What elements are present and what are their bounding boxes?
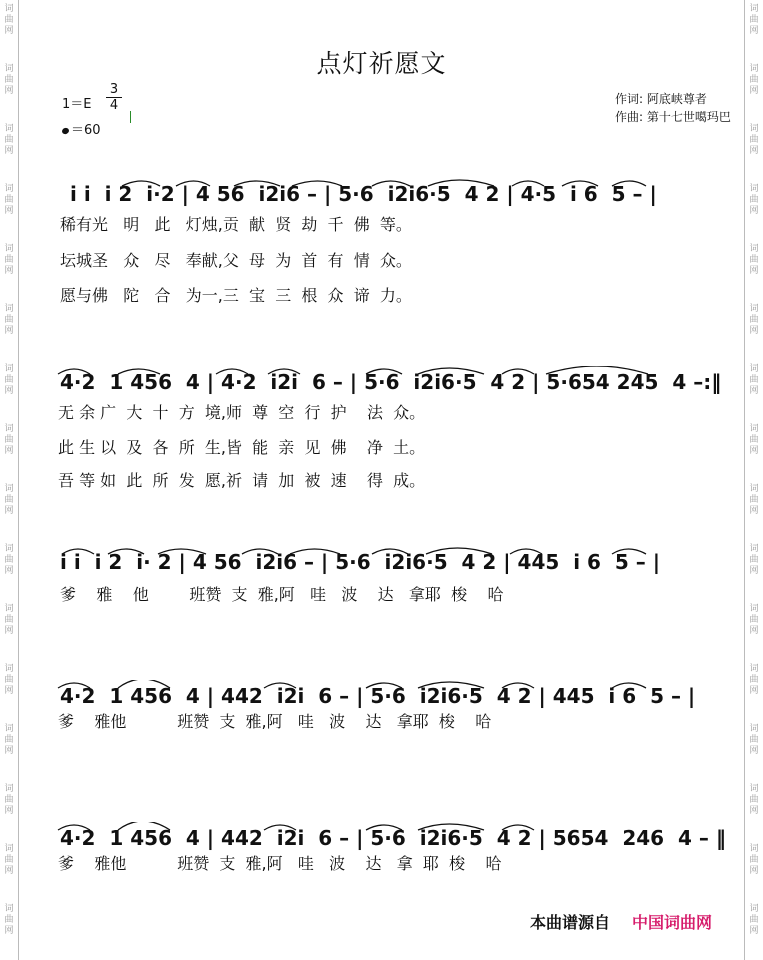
watermark-left-2: 词 曲 网: [4, 124, 14, 156]
watermark-right-9: 词 曲 网: [749, 544, 759, 576]
lyricist: 作词: 阿底峡尊者: [615, 92, 707, 106]
notation-line-2: [56, 366, 722, 400]
footer: [530, 910, 712, 933]
watermark-left-6: 词 曲 网: [4, 364, 14, 396]
time-signature: [106, 82, 122, 113]
lyric-line-2-2: 此 生 以 及 各 所 生,皆 能 亲 见 佛 净 土。: [58, 438, 426, 457]
footer-source-text: 本曲谱源自: [530, 913, 611, 932]
quarter-note-stem: [130, 111, 131, 123]
watermark-right-14: 词 曲 网: [749, 844, 759, 876]
watermark-left-3: 词 曲 网: [4, 184, 14, 216]
notation-line-3: [56, 546, 716, 580]
watermark-left-5: 词 曲 网: [4, 304, 14, 336]
tempo-marking: [62, 119, 101, 138]
composer: 作曲: 第十七世噶玛巴: [615, 110, 731, 124]
watermark-right-6: 词 曲 网: [749, 364, 759, 396]
lyric-line-1-2: 坛城圣 众 尽 奉献,父 母 为 首 有 情 众。: [60, 251, 412, 270]
watermark-left-10: 词 曲 网: [4, 604, 14, 636]
watermark-right-12: 词 曲 网: [749, 724, 759, 756]
lyric-line-5-1: 爹 雅他 班赞 支 雅,阿 哇 波 达 拿 耶 梭 哈: [58, 854, 502, 873]
time-signature-top: 3: [109, 82, 119, 97]
watermark-left-13: 词 曲 网: [4, 784, 14, 816]
key-signature: 1＝E: [62, 97, 92, 112]
page-title: 点灯祈愿文: [316, 49, 447, 78]
notation-text-1: i i i 2 i·2 | 4 56 i2i6 – | 5·6 i2i6·5 4 2 | 4·5 i 6 5 – |: [70, 182, 657, 206]
lyric-line-2-1: 无 余 广 大 十 方 境,师 尊 空 行 护 法 众。: [58, 403, 426, 422]
watermark-right-10: 词 曲 网: [749, 604, 759, 636]
notation-text-3: i i i 2 i· 2 | 4 56 i2i6 – | 5·6 i2i6·5 4 2 | 445 i 6 5 – |: [60, 550, 661, 574]
watermark-right-2: 词 曲 网: [749, 124, 759, 156]
watermark-right-1: 词 曲 网: [749, 64, 759, 96]
watermark-right-15: 词 曲 网: [749, 904, 759, 936]
time-signature-bottom: 4: [106, 97, 122, 113]
watermark-left-9: 词 曲 网: [4, 544, 14, 576]
watermark-right-8: 词 曲 网: [749, 484, 759, 516]
lyric-line-3-1: 爹 雅 他 班赞 支 雅,阿 哇 波 达 拿耶 梭 哈: [60, 585, 504, 604]
notation-text-4: 4·2 1 456 4 | 442 i2i 6 – | 5·6 i2i6·5 4 2 | 445 i 6 5 – |: [60, 684, 696, 708]
tempo-value: ＝60: [71, 123, 101, 138]
lyric-line-1-1: 稀有光 明 此 灯烛,贡 献 贤 劫 千 佛 等。: [60, 215, 412, 234]
notation-text-2: 4·2 1 456 4 | 4·2 i2i 6 – | 5·6 i2i6·5 4 2 | 5·654 245 4 –:‖: [60, 370, 722, 394]
watermark-right-7: 词 曲 网: [749, 424, 759, 456]
watermark-left-15: 词 曲 网: [4, 904, 14, 936]
lyric-line-2-3: 吾 等 如 此 所 发 愿,祈 请 加 被 速 得 成。: [58, 471, 426, 490]
watermark-right-11: 词 曲 网: [749, 664, 759, 696]
watermark-left-8: 词 曲 网: [4, 484, 14, 516]
watermark-left-12: 词 曲 网: [4, 724, 14, 756]
watermark-left-7: 词 曲 网: [4, 424, 14, 456]
watermark-left-0: 词 曲 网: [4, 4, 14, 36]
lyric-line-4-1: 爹 雅他 班赞 支 雅,阿 哇 波 达 拿耶 梭 哈: [58, 712, 492, 731]
watermark-right-0: 词 曲 网: [749, 4, 759, 36]
watermark-left-11: 词 曲 网: [4, 664, 14, 696]
lyric-line-1-3: 愿与佛 陀 合 为一,三 宝 三 根 众 谛 力。: [60, 286, 412, 305]
right-watermark-strip: [744, 0, 763, 960]
notation-text-5: 4·2 1 456 4 | 442 i2i 6 – | 5·6 i2i6·5 4 2 | 5654 246 4 – ‖: [60, 826, 726, 850]
footer-brand-link[interactable]: 中国词曲网: [632, 913, 713, 932]
credits: [615, 90, 731, 126]
watermark-left-14: 词 曲 网: [4, 844, 14, 876]
notation-line-1: [56, 178, 716, 212]
watermark-left-1: 词 曲 网: [4, 64, 14, 96]
quarter-note-icon: [61, 127, 70, 135]
watermark-right-13: 词 曲 网: [749, 784, 759, 816]
watermark-right-3: 词 曲 网: [749, 184, 759, 216]
watermark-right-5: 词 曲 网: [749, 304, 759, 336]
left-watermark-strip: [0, 0, 19, 960]
watermark-left-4: 词 曲 网: [4, 244, 14, 276]
watermark-right-4: 词 曲 网: [749, 244, 759, 276]
